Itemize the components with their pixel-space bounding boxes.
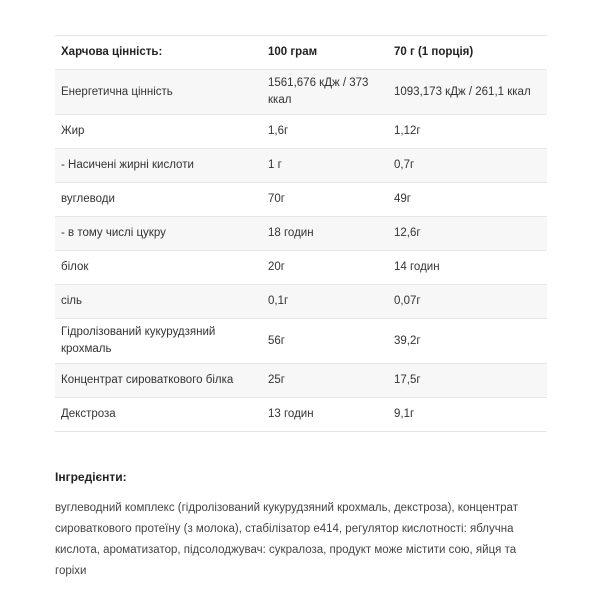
value-per-100g: 13 годин [262, 398, 388, 432]
value-per-serving: 9,1г [388, 398, 547, 432]
ingredients-title: Інгредієнти: [55, 470, 127, 484]
value-per-serving: 17,5г [388, 364, 547, 398]
value-per-100g: 70г [262, 183, 388, 217]
table-row [55, 149, 547, 183]
header-per-serving: 70 г (1 порція) [388, 36, 547, 70]
table-row [55, 183, 547, 217]
nutrient-name: - Насичені жирні кислоти [55, 149, 262, 183]
nutrient-name: Енергетична цінність [55, 70, 262, 115]
value-per-serving: 0,7г [388, 149, 547, 183]
nutrient-name: вуглеводи [55, 183, 262, 217]
nutrition-table [55, 35, 547, 432]
value-per-serving: 49г [388, 183, 547, 217]
value-per-serving: 39,2г [388, 319, 547, 364]
ingredients-text: вуглеводний комплекс (гідролізований кукурудзяний крохмаль, декстроза), концентрат сироваткового протеїну (з молока), стабілізатор е414, регулятор кислотності: яблучна кислота, ароматизатор, підсолоджувач: сукралоза, продукт може містити сою, яйця та горіхи [55, 502, 518, 577]
value-per-100g: 1561,676 кДж / 373 ккал [262, 70, 388, 115]
value-per-serving: 1093,173 кДж / 261,1 ккал [388, 70, 547, 115]
value-per-100g: 1,6г [262, 115, 388, 149]
nutrient-name: Концентрат сироваткового білка [55, 364, 262, 398]
value-per-100g: 18 годин [262, 217, 388, 251]
header-per-100g: 100 грам [262, 36, 388, 70]
nutrient-name: - в тому числі цукру [55, 217, 262, 251]
value-per-100g: 25г [262, 364, 388, 398]
header-nutrient: Харчова цінність: [55, 36, 262, 70]
value-per-100g: 0,1г [262, 285, 388, 319]
value-per-100g: 56г [262, 319, 388, 364]
table-row [55, 70, 547, 115]
table-row [55, 115, 547, 149]
table-row [55, 285, 547, 319]
nutrient-name: сіль [55, 285, 262, 319]
value-per-100g: 1 г [262, 149, 388, 183]
nutrient-name: Жир [55, 115, 262, 149]
value-per-100g: 20г [262, 251, 388, 285]
nutrient-name: Гідролізований кукурудзяний крохмаль [55, 319, 262, 364]
table-row [55, 217, 547, 251]
table-header-row [55, 36, 547, 70]
table-row [55, 319, 547, 364]
value-per-serving: 1,12г [388, 115, 547, 149]
nutrient-name: білок [55, 251, 262, 285]
table-row [55, 251, 547, 285]
value-per-serving: 12,6г [388, 217, 547, 251]
table-row [55, 398, 547, 432]
nutrient-name: Декстроза [55, 398, 262, 432]
value-per-serving: 14 годин [388, 251, 547, 285]
table-row [55, 364, 547, 398]
value-per-serving: 0,07г [388, 285, 547, 319]
ingredients-section [55, 470, 547, 582]
